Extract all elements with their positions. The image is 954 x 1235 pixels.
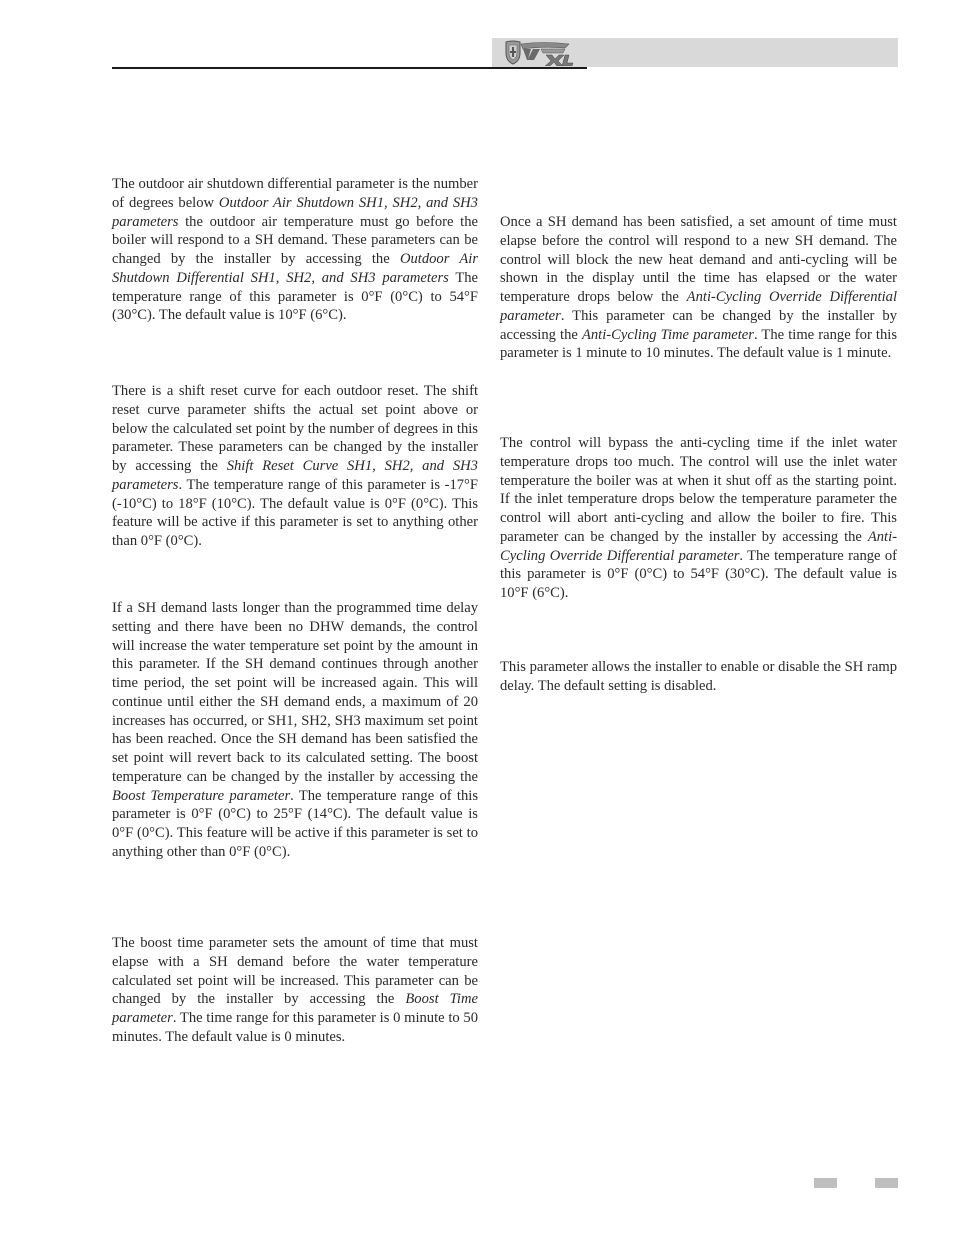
paragraph-sh-ramp-delay xyxy=(500,658,897,696)
text-run: The boost time parameter sets the amount of time that must elapse with a SH demand before the water temperature calculated set point will be increased. This parameter can be changed by the installer by accessing the xyxy=(112,935,478,1008)
parameter-reference: Boost Temperature parameter xyxy=(112,787,291,804)
paragraph-outdoor-air-shutdown-differential xyxy=(112,175,478,325)
parameter-reference: Outdoor Air Shutdown Differential SH1, SH2, and SH3 parameters xyxy=(112,251,479,286)
parameter-reference: Boost Time parameter xyxy=(112,991,478,1026)
parameter-reference: Anti-Cycling Override Differential parameter xyxy=(500,528,897,564)
text-run: the outdoor air temperature must go before the boiler will respond to a SH demand. These parameters can be changed by the installer by accessing the xyxy=(112,213,478,267)
paragraph-boost-time xyxy=(112,934,478,1047)
header-rule xyxy=(112,67,587,69)
text-run: The temperature range of this parameter is 0°F (0°C) to 54°F (30°C). The default value is 10°F (6°C). xyxy=(112,269,479,324)
footer-tab-left xyxy=(814,1178,837,1188)
paragraph-anti-cycling-override-differential xyxy=(500,434,897,603)
footer-tab-right xyxy=(875,1178,898,1188)
text-run: . The temperature range of this parameter is -17°F (-10°C) to 18°F (10°C). The default value is 0°F (0°C). This feature will be active if this parameter is set to anything other than 0°F (0°C). xyxy=(112,476,478,549)
text-run: . The time range for this parameter is 1 minute to 10 minutes. The default value is 1 minute. xyxy=(500,326,897,362)
text-run: The control will bypass the anti-cycling time if the inlet water temperature drops too much. The control will use the inlet water temperature the boiler was at when it shut off as the starting point. If the inlet temperature drops below the temperature parameter the control will abort anti-cycling and allow the boiler to fire. This parameter can be changed by the installer by accessing the xyxy=(500,435,897,545)
parameter-reference: Outdoor Air Shutdown SH1, SH2, and SH3 parameters xyxy=(112,194,478,230)
text-run: This parameter allows the installer to enable or disable the SH ramp delay. The default setting is disabled. xyxy=(500,659,897,694)
text-run: . The time range for this parameter is 0 minute to 50 minutes. The default value is 0 minutes. xyxy=(112,1010,478,1045)
text-run: There is a shift reset curve for each outdoor reset. The shift reset curve parameter shifts the actual set point above or below the calculated set point by the number of degrees in this parameter. These parameters can be changed by the installer by accessing the xyxy=(112,383,478,474)
paragraph-anti-cycling-time xyxy=(500,213,897,363)
knight-xl-logo-icon xyxy=(503,39,575,66)
paragraph-shift-reset-curve xyxy=(112,382,478,551)
text-run: . The temperature range of this parameter is 0°F (0°C) to 25°F (14°C). The default value is 0°F (0°C). This feature will be active if this parameter is set to anything other than 0°F (0°C). xyxy=(112,787,478,860)
text-run: If a SH demand lasts longer than the programmed time delay setting and there have been no DHW demands, the control will increase the water temperature set point by the amount in this parameter. If the SH demand continues through another time period, the set point will be increased again. This will continue until either the SH demand ends, a maximum of 20 increases has occurred, or SH1, SH2, SH3 maximum set point has been reached. Once the SH demand has been satisfied the set point will revert back to its calculated setting. The boost temperature can be changed by the installer by accessing the xyxy=(112,600,478,785)
parameter-reference: Anti-Cycling Override Differential parameter xyxy=(500,289,898,324)
text-run: Once a SH demand has been satisfied, a set amount of time must elapse before the control will respond to a new SH demand. The control will block the new heat demand and anti-cycling will be shown in the display until the time has elapsed or the water temperature drops below the xyxy=(500,214,897,305)
paragraph-boost-temperature xyxy=(112,599,478,862)
parameter-reference: Shift Reset Curve SH1, SH2, and SH3 parameters xyxy=(112,458,478,493)
parameter-reference: Anti-Cycling Time parameter xyxy=(581,326,754,343)
text-run: . The temperature range of this parameter is 0°F (0°C) to 54°F (30°C). The default value is 10°F (6°C). xyxy=(500,547,897,601)
text-run: . This parameter can be changed by the installer by accessing the xyxy=(500,307,897,343)
text-run: The outdoor air shutdown differential parameter is the number of degrees below xyxy=(112,176,478,211)
